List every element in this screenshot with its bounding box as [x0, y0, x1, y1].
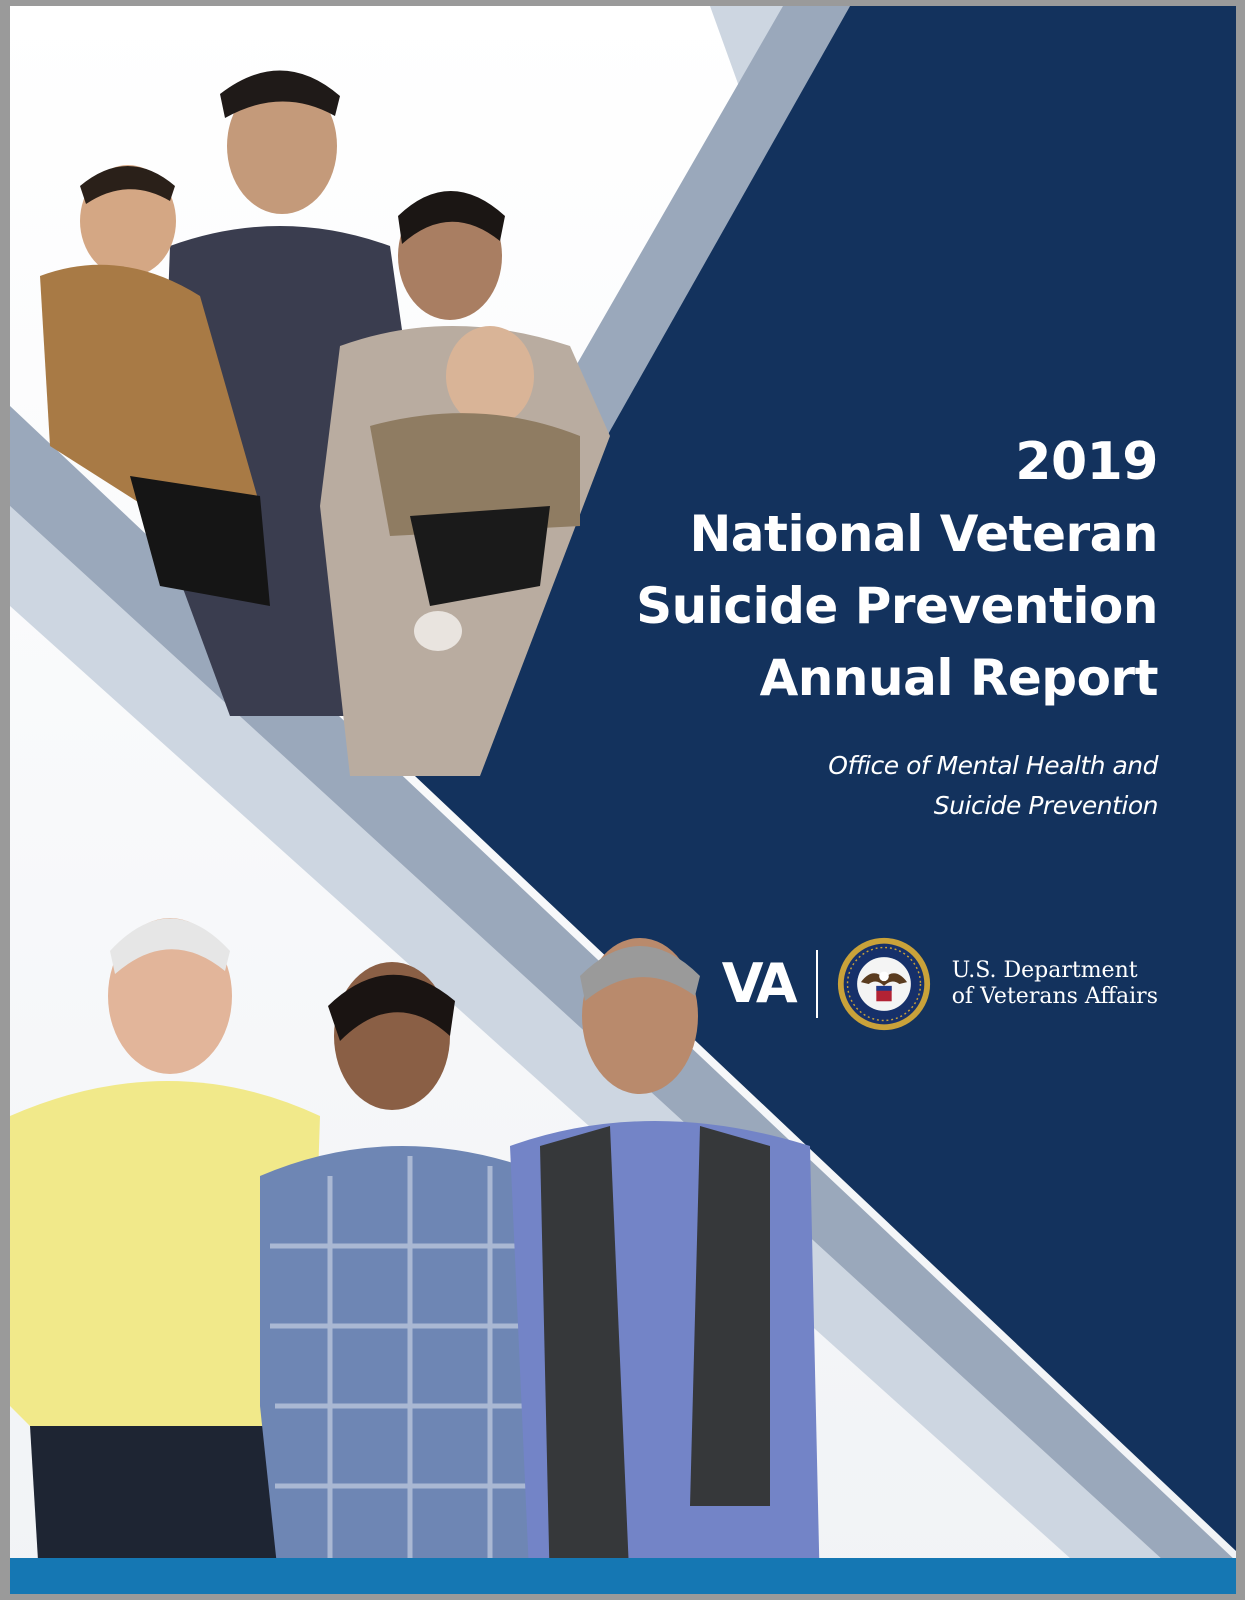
logo-divider — [816, 950, 818, 1018]
subtitle-line-2: Suicide Prevention — [933, 791, 1158, 820]
va-wordmark: VA — [721, 952, 794, 1015]
title-line-4: Annual Report — [759, 649, 1158, 707]
report-title — [538, 426, 1158, 714]
bottom-bar — [10, 1558, 1236, 1594]
va-department-seal-icon — [836, 936, 932, 1032]
department-name — [952, 958, 1158, 1010]
department-line-1: U.S. Department — [951, 958, 1138, 983]
title-line-3: Suicide Prevention — [636, 577, 1158, 635]
report-year: 2019 — [1015, 432, 1158, 492]
report-cover-page — [10, 6, 1236, 1594]
va-logo — [722, 934, 1158, 1034]
report-subtitle — [638, 746, 1158, 826]
title-line-2: National Veteran — [689, 505, 1158, 563]
subtitle-line-1: Office of Mental Health and — [828, 751, 1158, 780]
department-line-2: of Veterans Affairs — [951, 984, 1158, 1009]
